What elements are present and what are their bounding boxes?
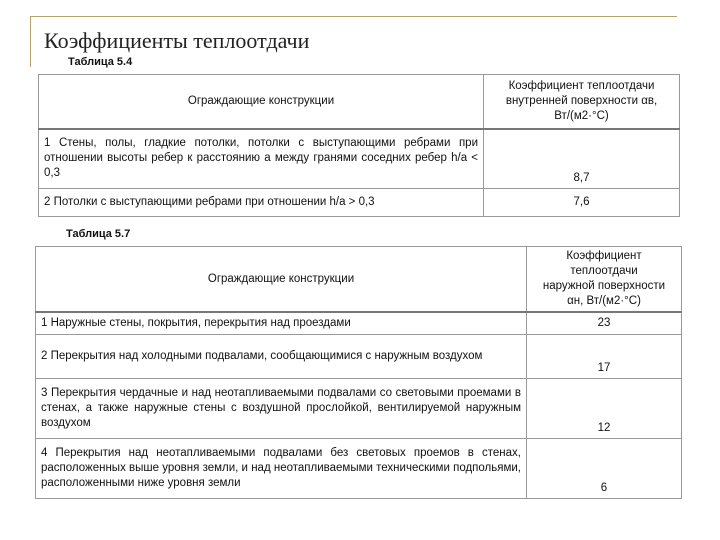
table-row xyxy=(39,189,680,217)
table-row xyxy=(39,129,680,189)
table-row xyxy=(36,378,682,438)
row-value: 8,7 xyxy=(484,129,680,189)
table-row xyxy=(36,334,682,378)
table-5-4 xyxy=(38,74,680,217)
row-description: 2 Потолки с выступающими ребрами при отношении h/a > 0,3 xyxy=(39,189,484,217)
row-value: 17 xyxy=(527,334,682,378)
table-row xyxy=(36,438,682,498)
header-coefficient-external: Коэффициент теплоотдачи наружной поверхности αн, Вт/(м2·°С) xyxy=(527,247,682,313)
row-description: 1 Стены, полы, гладкие потолки, потолки с выступающими ребрами при отношении высоты ребер к расстоянию a между гранями соседних ребер h/a < 0,3 xyxy=(39,129,484,189)
row-value: 12 xyxy=(527,378,682,438)
table-row xyxy=(36,312,682,334)
row-description: 2 Перекрытия над холодными подвалами, сообщающимися с наружным воздухом xyxy=(36,334,527,378)
header-enclosing-structures: Ограждающие конструкции xyxy=(36,247,527,313)
table-5-7 xyxy=(35,246,682,499)
row-value: 6 xyxy=(527,438,682,498)
row-value: 23 xyxy=(527,312,682,334)
header-enclosing-structures: Ограждающие конструкции xyxy=(39,75,484,129)
table-5-7-caption: Таблица 5.7 xyxy=(66,228,131,240)
table-header-row xyxy=(39,75,680,129)
table-5-4-caption: Таблица 5.4 xyxy=(68,56,133,68)
row-description: 3 Перекрытия чердачные и над неотапливаемыми подвалами со световыми проемами в стенах, а также наружные стены с воздушной прослойкой, вентилируемой наружным воздухом xyxy=(36,378,527,438)
row-description: 4 Перекрытия над неотапливаемыми подвалами без световых проемов в стенах, расположенных выше уровня земли, и над неотапливаемыми техническими подпольями, расположенными ниже уровня земли xyxy=(36,438,527,498)
row-description: 1 Наружные стены, покрытия, перекрытия над проездами xyxy=(36,312,527,334)
header-coefficient-internal: Коэффициент теплоотдачи внутренней поверхности αв, Вт/(м2·°С) xyxy=(484,75,680,129)
table-header-row xyxy=(36,247,682,313)
page-title: Коэффициенты теплоотдачи xyxy=(44,28,310,53)
row-value: 7,6 xyxy=(484,189,680,217)
